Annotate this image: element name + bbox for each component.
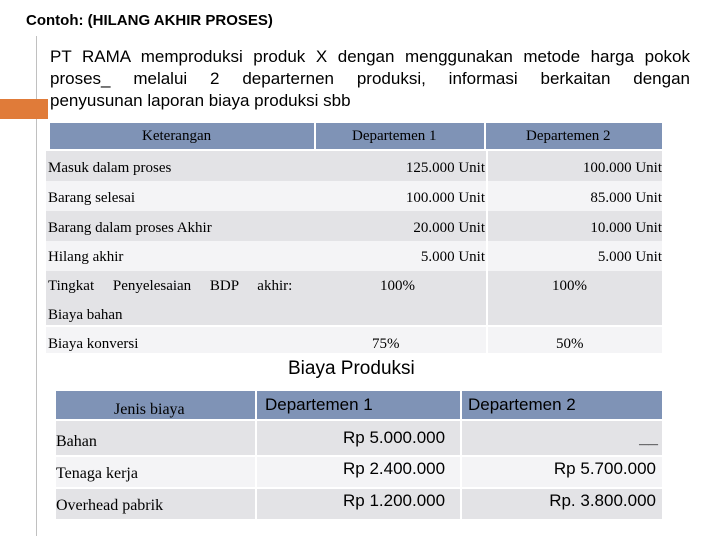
table-row-dept2	[488, 241, 662, 271]
table-row-dept1	[316, 151, 486, 181]
table1-header-dept1-text: Departemen 1	[352, 128, 437, 144]
section-title: Biaya Produksi	[288, 358, 415, 379]
table1-header-dept2-text: Departemen 2	[526, 128, 611, 144]
table-row-label	[56, 457, 255, 487]
table-row-label	[46, 271, 316, 325]
biaya-bahan-label-text: Biaya bahan	[48, 307, 123, 323]
row-label-text: Hilang akhir	[48, 249, 124, 265]
cost-dept1-text: Rp 2.400.000	[343, 459, 446, 478]
cost-dept1-text: Rp 1.200.000	[343, 491, 446, 510]
cost-label-text: Bahan	[56, 433, 97, 450]
biaya-konversi-label-text: Biaya konversi	[48, 336, 139, 352]
cost-dept2-text: __	[639, 428, 658, 447]
intro-line-3: penyusunan laporan biaya produksi sbb	[50, 91, 351, 110]
table1-header-dept1	[316, 123, 484, 149]
table1-header-keterangan	[50, 123, 314, 149]
table-row-dept1	[316, 211, 486, 241]
table2-header-dept1	[257, 391, 460, 419]
row-dept1-text: 20.000 Unit	[413, 220, 485, 236]
table2-header-jenis-text: Jenis biaya	[114, 401, 185, 418]
table-row-dept1	[257, 457, 460, 487]
row-dept2-text: 100.000 Unit	[582, 160, 662, 176]
cost-dept2-text: Rp 5.700.000	[553, 459, 656, 478]
table-row-dept2	[488, 181, 662, 211]
tingkat-dept1-text: 100%	[380, 278, 415, 294]
table-row-dept1	[316, 271, 486, 325]
row-dept1-text: 125.000 Unit	[405, 160, 485, 176]
table-row-dept1	[257, 421, 460, 455]
table2-header-dept2	[462, 391, 662, 419]
table-row-label	[46, 151, 316, 181]
table2-header-jenis	[56, 391, 255, 419]
cost-label-text: Tenaga kerja	[56, 465, 138, 482]
tingkat-dept2-text: 100%	[552, 278, 587, 294]
cost-dept2-text: Rp. 3.800.000	[549, 491, 656, 510]
slide-accent-bar	[0, 99, 48, 119]
table-row-dept2	[462, 457, 662, 487]
table-row-dept1	[316, 181, 486, 211]
cost-dept1-text: Rp 5.000.000	[343, 428, 446, 447]
intro-line-1: PT RAMA memproduksi produk X dengan menggunakan metode harga pokok	[50, 47, 690, 66]
table-row-dept2	[462, 489, 662, 519]
table-row-label	[46, 211, 316, 241]
tingkat-label-text: Tingkat Penyelesaian BDP akhir:	[48, 278, 293, 294]
row-dept1-text: 5.000 Unit	[420, 249, 485, 265]
row-label-text: Barang dalam proses Akhir	[48, 220, 212, 236]
intro-line-2: proses_ melalui 2 departernen produksi, informasi berkaitan dengan	[50, 69, 690, 88]
table1-header-dept2	[486, 123, 662, 149]
table-row-dept1	[316, 327, 486, 353]
table-row-label	[46, 327, 316, 353]
table-row-dept2	[488, 327, 662, 353]
table-row-dept2	[488, 271, 662, 325]
row-dept2-text: 10.000 Unit	[590, 220, 662, 236]
row-label-text: Masuk dalam proses	[48, 160, 172, 176]
table-row-dept1	[316, 241, 486, 271]
table-row-dept2	[488, 151, 662, 181]
table-row-label	[56, 489, 255, 519]
intro-paragraph	[50, 46, 690, 112]
row-dept2-text: 5.000 Unit	[597, 249, 662, 265]
table-row-label	[46, 241, 316, 271]
cost-label-text: Overhead pabrik	[56, 497, 164, 514]
table2-header-dept1-text: Departemen 1	[265, 395, 373, 414]
table2-header-dept2-text: Departemen 2	[468, 395, 576, 414]
table-row-label	[46, 181, 316, 211]
table-row-label	[56, 421, 255, 455]
table-row-dept2	[488, 211, 662, 241]
row-label-text: Barang selesai	[48, 190, 136, 206]
table1-header-keterangan-text: Keterangan	[142, 128, 212, 144]
row-dept1-text: 100.000 Unit	[405, 190, 485, 206]
table-row-dept1	[257, 489, 460, 519]
slide-title: Contoh: (HILANG AKHIR PROSES)	[26, 12, 273, 29]
row-dept2-text: 85.000 Unit	[590, 190, 662, 206]
konversi-dept1-text: 75%	[372, 336, 400, 352]
konversi-dept2-text: 50%	[556, 336, 584, 352]
table-row-dept2	[462, 421, 662, 455]
